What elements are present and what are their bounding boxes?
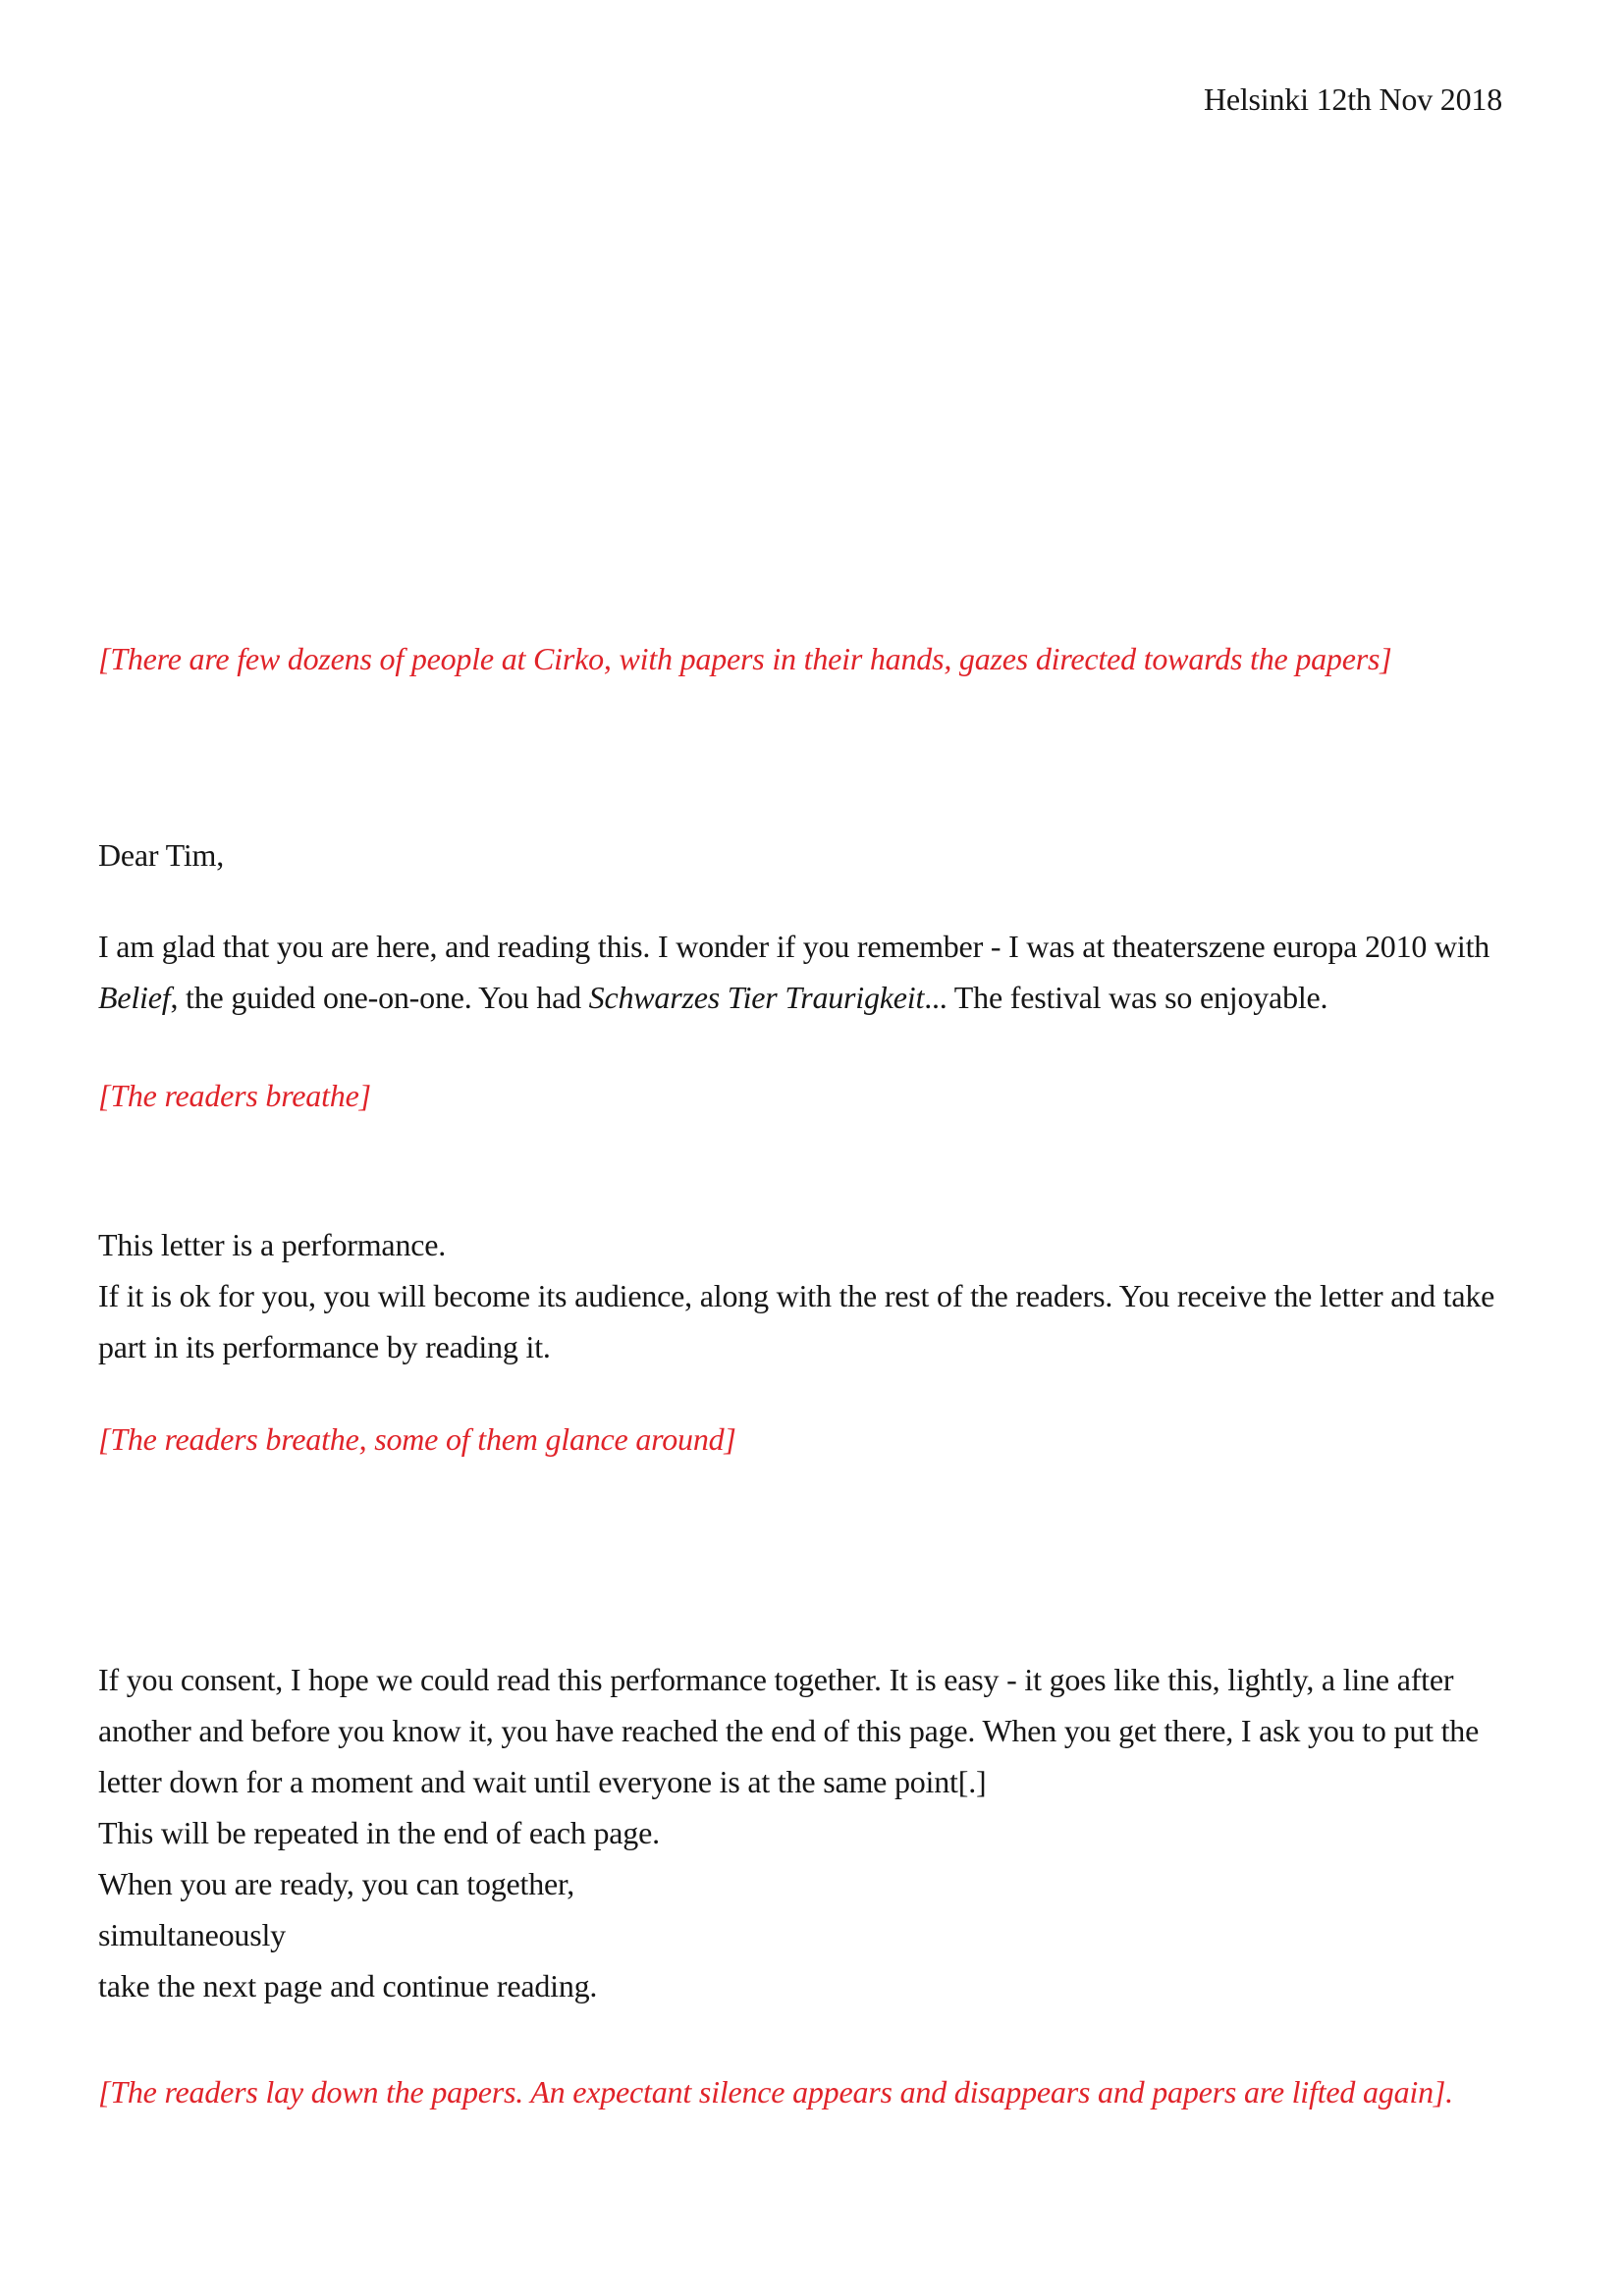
date-line: Helsinki 12th Nov 2018 xyxy=(1203,81,1502,117)
salutation: Dear Tim, xyxy=(98,837,224,873)
stage-direction-glance-around: [The readers breathe, some of them glance around] xyxy=(98,1421,736,1457)
para2-line-performance: This letter is a performance. xyxy=(98,1227,447,1262)
para1-text-3: ... The festival was so enjoyable. xyxy=(924,980,1328,1015)
para1-text-1: I am glad that you are here, and reading this. I wonder if you remember - I was at theaterszene europa 2010 with xyxy=(98,929,1490,964)
para3-line-ready: When you are ready, you can together, xyxy=(98,1866,575,1901)
work-title-schwarzes-tier-traurigkeit: Schwarzes Tier Traurigkeit xyxy=(588,980,925,1015)
paragraph-instructions xyxy=(98,1654,1526,2011)
stage-direction-breathe: [The readers breathe] xyxy=(98,1078,371,1113)
stage-direction-closing: [The readers lay down the papers. An expectant silence appears and disappears and papers are lifted again]. xyxy=(98,2074,1453,2109)
para3-text-consent: If you consent, I hope we could read this performance together. It is easy - it goes like this, lightly, a line after another and before you know it, you have reached the end of this page. When you get there, I ask you to put the letter down for a moment and wait until everyone is at the same point[.] xyxy=(98,1662,1480,1799)
para3-line-simultaneously: simultaneously xyxy=(98,1917,286,1952)
paragraph-performance xyxy=(98,1219,1526,1372)
work-title-belief: Belief xyxy=(98,980,171,1015)
para3-line-next-page: take the next page and continue reading. xyxy=(98,1968,598,2003)
stage-direction-opening: [There are few dozens of people at Cirko, with papers in their hands, gazes directed towards the papers] xyxy=(98,641,1392,676)
para1-text-2: , the guided one-on-one. You had xyxy=(170,980,589,1015)
paragraph-introduction xyxy=(98,921,1526,1023)
para2-text-audience: If it is ok for you, you will become its audience, along with the rest of the readers. You receive the letter and take part in its performance by reading it. xyxy=(98,1278,1495,1364)
para3-line-repeated: This will be repeated in the end of each page. xyxy=(98,1815,660,1850)
